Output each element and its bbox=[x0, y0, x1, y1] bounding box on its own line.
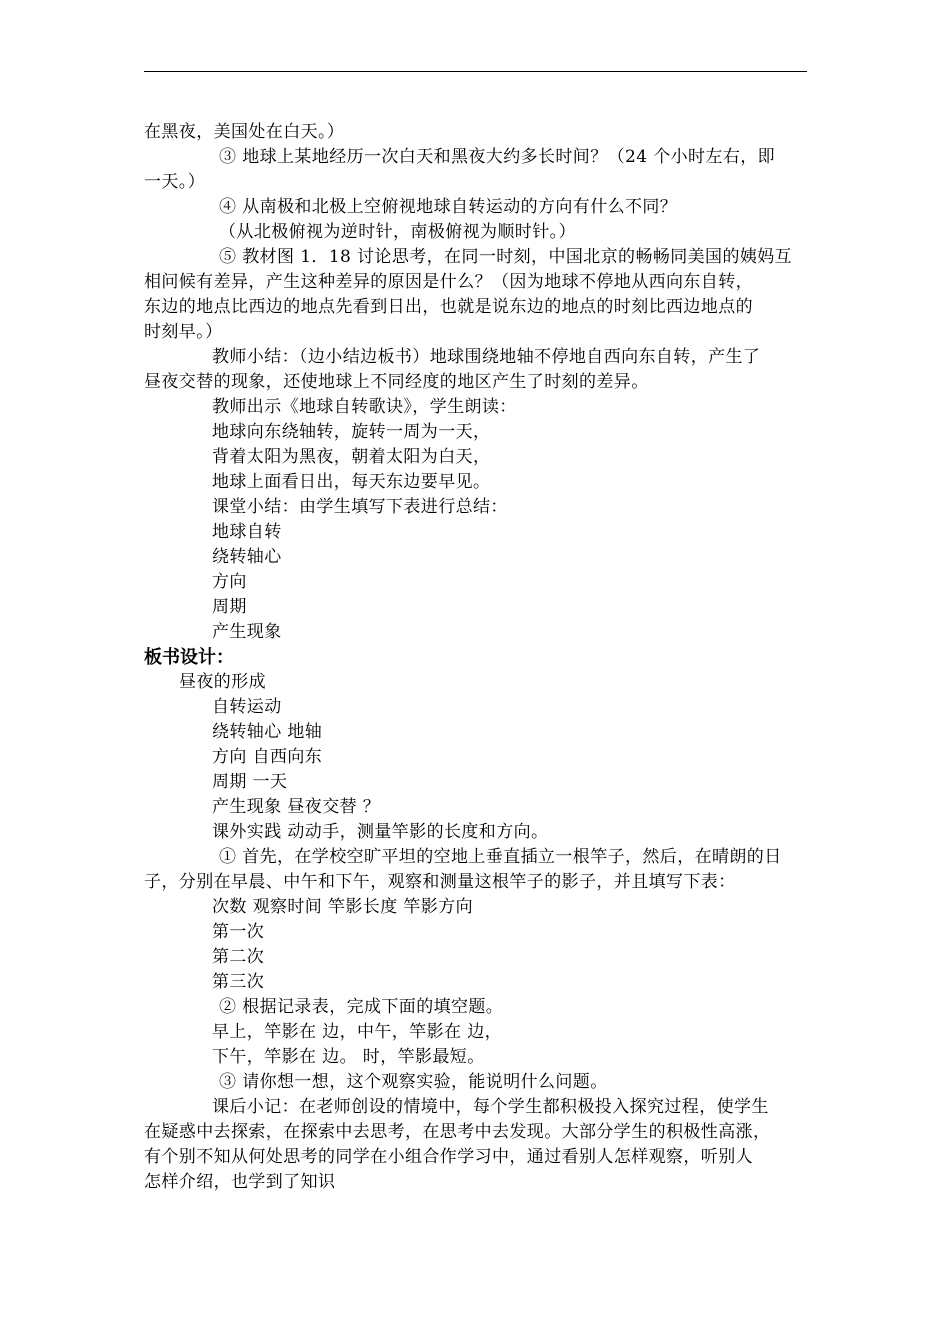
paragraph-line: 时刻早。） bbox=[144, 322, 223, 342]
class-summary: 课堂小结：由学生填写下表进行总结： bbox=[212, 497, 508, 517]
paragraph-line: 子，分别在早晨、中午和下午，观察和测量这根竿子的影子，并且填写下表： bbox=[144, 872, 736, 892]
record-table-header: 次数 观察时间 竿影长度 竿影方向 bbox=[212, 897, 474, 917]
question-4: ④ 从南极和北极上空俯视地球自转运动的方向有什么不同？ bbox=[219, 197, 678, 217]
teacher-summary: 教师小结：（边小结边板书）地球围绕地轴不停地自西向东自转，产生了 bbox=[212, 347, 761, 367]
board-item: 产生现象 昼夜交替 ？ bbox=[212, 797, 381, 817]
document-body bbox=[144, 120, 807, 1195]
summary-table-row: 绕转轴心 bbox=[212, 547, 282, 567]
rhyme-line: 地球向东绕轴转，旋转一周为一天， bbox=[212, 422, 491, 442]
summary-table-row: 地球自转 bbox=[212, 522, 282, 542]
question-5: ⑤ 教材图 1．18 讨论思考，在同一时刻，中国北京的畅畅同美国的姨妈互 bbox=[219, 247, 793, 267]
record-table-row: 第一次 bbox=[212, 922, 265, 942]
fill-in-blank: 下午，竿影在 边。 时，竿影最短。 bbox=[212, 1047, 485, 1067]
board-item: 方向 自西向东 bbox=[212, 747, 323, 767]
rhyme-line: 背着太阳为黑夜，朝着太阳为白天， bbox=[212, 447, 491, 467]
board-item: 绕转轴心 地轴 bbox=[212, 722, 323, 742]
paragraph-line: 东边的地点比西边的地点先看到日出，也就是说东边的地点的时刻比西边地点的 bbox=[144, 297, 753, 317]
paragraph-line: 在黑夜，美国处在白天。） bbox=[144, 122, 345, 142]
summary-table-row: 方向 bbox=[212, 572, 247, 592]
paragraph-line: 相问候有差异，产生这种差异的原因是什么？（因为地球不停地从西向东自转， bbox=[144, 272, 753, 292]
summary-table-row: 周期 bbox=[212, 597, 247, 617]
fill-in-blank: 早上，竿影在 边，中午，竿影在 边， bbox=[212, 1022, 503, 1042]
after-class-notes: 课后小记：在老师创设的情境中，每个学生都积极投入探究过程，使学生 bbox=[212, 1097, 769, 1117]
paragraph-line: 在疑惑中去探索，在探索中去思考，在思考中去发现。大部分学生的积极性高涨， bbox=[144, 1122, 771, 1142]
rhyme-line: 地球上面看日出，每天东边要早见。 bbox=[212, 472, 491, 492]
paragraph-line: 一天。） bbox=[144, 172, 206, 192]
board-title: 昼夜的形成 bbox=[179, 672, 266, 692]
paragraph-line: 怎样介绍，也学到了知识 bbox=[144, 1172, 336, 1192]
paragraph-line: 有个别不知从何处思考的同学在小组合作学习中，通过看别人怎样观察，听别人 bbox=[144, 1147, 753, 1167]
section-heading-board-design: 板书设计： bbox=[144, 647, 234, 668]
board-item: 自转运动 bbox=[212, 697, 282, 717]
teacher-shows-rhyme: 教师出示《地球自转歌诀》，学生朗读： bbox=[212, 397, 517, 417]
header-rule bbox=[144, 71, 807, 72]
question-3: ③ 地球上某地经历一次白天和黑夜大约多长时间？（24 个小时左右，即 bbox=[219, 147, 776, 167]
board-item: 周期 一天 bbox=[212, 772, 288, 792]
record-table-row: 第二次 bbox=[212, 947, 265, 967]
paragraph-line: 昼夜交替的现象，还使地球上不同经度的地区产生了时刻的差异。 bbox=[144, 372, 649, 392]
practice-step-1: ① 首先，在学校空旷平坦的空地上垂直插立一根竿子，然后，在晴朗的日 bbox=[219, 847, 782, 867]
summary-table-row: 产生现象 bbox=[212, 622, 282, 642]
answer-4: （从北极俯视为逆时针，南极俯视为顺时针。） bbox=[219, 222, 576, 242]
practice-step-2: ② 根据记录表，完成下面的填空题。 bbox=[219, 997, 504, 1017]
record-table-row: 第三次 bbox=[212, 972, 265, 992]
practice-step-3: ③ 请你想一想，这个观察实验，能说明什么问题。 bbox=[219, 1072, 608, 1092]
extracurricular-practice: 课外实践 动动手，测量竿影的长度和方向。 bbox=[212, 822, 549, 842]
